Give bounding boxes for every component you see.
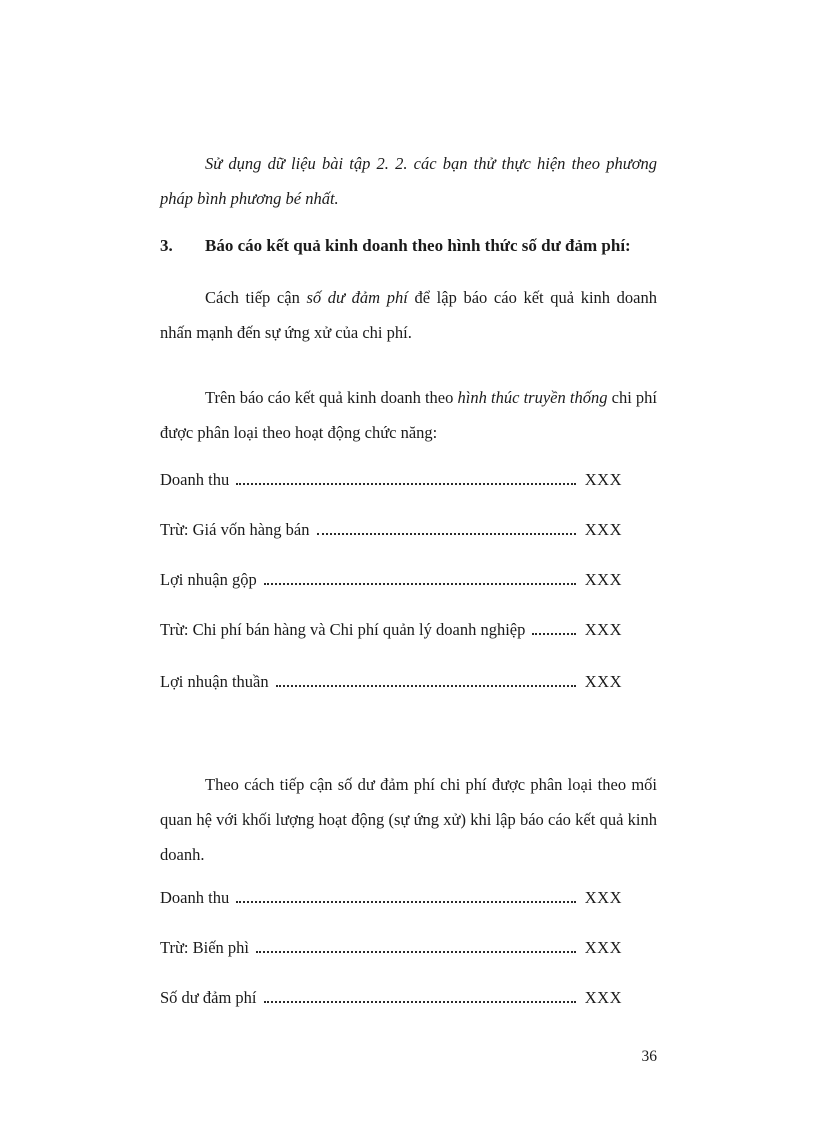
line-label: Lợi nhuận gộp — [160, 570, 257, 589]
paragraph-approach — [160, 280, 657, 350]
paragraph-approach-seg2: để lập báo cáo kết quả kinh doanh nhấn mạnh đến sự ứng xử của chi phí. — [160, 288, 658, 342]
paragraph-traditional-term: hình thúc truyền thống — [457, 388, 608, 407]
line-label: Số dư đảm phí — [160, 988, 257, 1007]
line-value: XXX — [584, 672, 622, 691]
line-value: XXX — [584, 988, 622, 1007]
paragraph-approach-seg0: Cách tiếp cận — [205, 288, 307, 307]
intro-paragraph: Sử dụng dữ liệu bài tập 2. 2. các bạn thử thực hiện theo phương pháp bình phương bé nhất. — [160, 154, 657, 208]
dot-leader — [264, 583, 576, 585]
statement-line-selling-admin — [160, 612, 622, 647]
statement-line-net-profit — [160, 664, 622, 699]
contribution-margin-statement — [160, 880, 622, 1015]
line-value: XXX — [584, 520, 622, 539]
page-number: 36 — [641, 1048, 657, 1065]
dot-leader — [264, 1001, 576, 1003]
line-label: Trừ: Giá vốn hàng bán — [160, 520, 310, 539]
statement-line-contribution-margin — [160, 980, 622, 1015]
statement-line-gross-profit — [160, 562, 622, 597]
statement-line-variable-cost — [160, 930, 622, 965]
dot-leader — [236, 483, 576, 485]
dot-leader — [256, 951, 576, 953]
statement-line-revenue — [160, 880, 622, 915]
line-label: Lợi nhuận thuần — [160, 672, 269, 691]
line-label: Trừ: Biến phì — [160, 938, 250, 957]
line-label: Doanh thu — [160, 470, 230, 489]
line-value: XXX — [584, 470, 622, 489]
dot-leader — [532, 633, 575, 635]
line-value: XXX — [584, 938, 622, 957]
statement-line-revenue — [160, 462, 622, 497]
traditional-income-statement — [160, 462, 622, 699]
dot-leader — [317, 533, 576, 535]
line-value: XXX — [584, 620, 622, 639]
paragraph-contribution-margin: Theo cách tiếp cận số dư đảm phí chi phí được phân loại theo mối quan hệ với khối lượng hoạt động (sự ứng xử) khi lập báo cáo kết quả kinh doanh. — [160, 775, 657, 864]
document-content — [160, 146, 657, 1015]
paragraph-traditional-seg2: chi phí được phân loại theo hoạt động chức năng: — [160, 388, 658, 442]
line-value: XXX — [584, 570, 622, 589]
section-title: Báo cáo kết quả kinh doanh theo hình thức số dư đảm phí: — [205, 236, 631, 255]
line-label: Trừ: Chi phí bán hàng và Chi phí quản lý doanh nghiệp — [160, 620, 526, 639]
dot-leader — [276, 685, 576, 687]
line-label: Doanh thu — [160, 888, 230, 907]
paragraph-traditional — [160, 380, 657, 450]
line-value: XXX — [584, 888, 622, 907]
paragraph-approach-term: số dư đảm phí — [306, 288, 408, 307]
dot-leader — [236, 901, 576, 903]
section-heading — [160, 228, 657, 263]
statement-line-cogs — [160, 512, 622, 547]
section-number: 3. — [160, 236, 173, 255]
paragraph-traditional-seg0: Trên báo cáo kết quả kinh doanh theo — [205, 388, 458, 407]
